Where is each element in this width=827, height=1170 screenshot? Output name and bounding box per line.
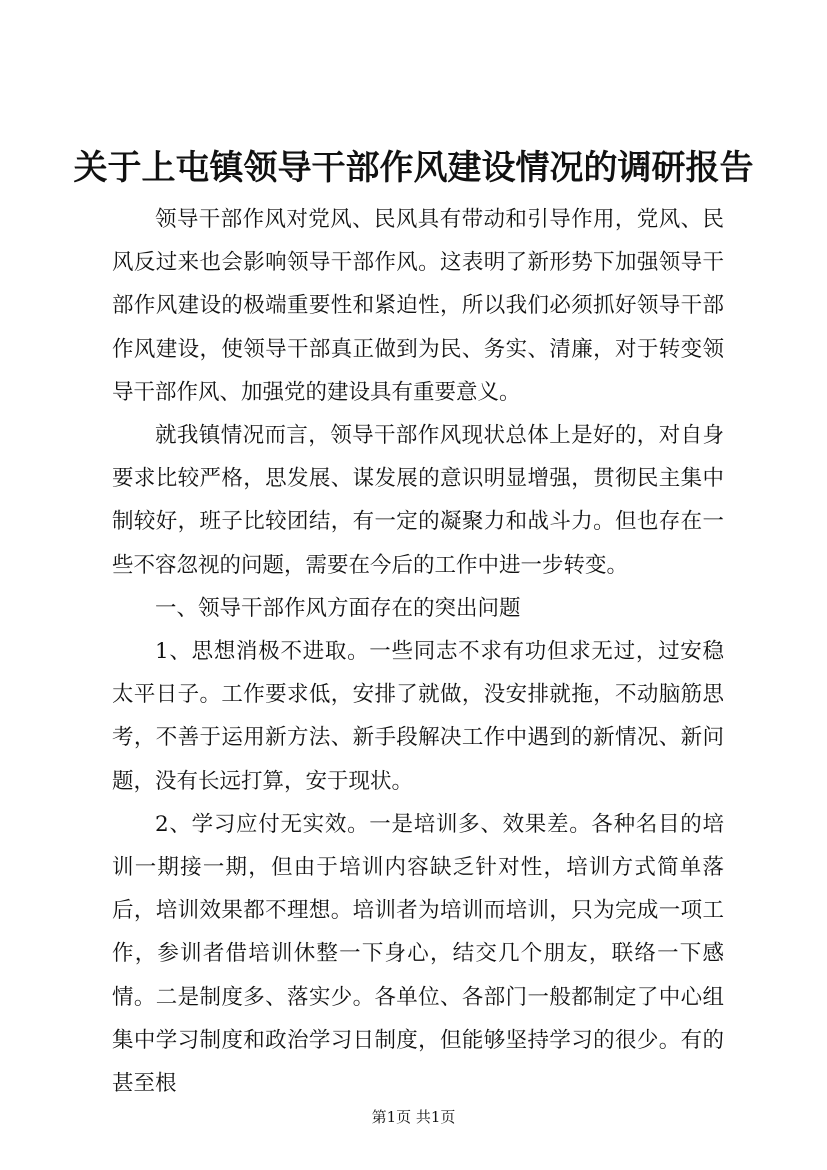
page-number-footer: 第1页 共1页	[371, 1108, 456, 1126]
document-title: 关于上屯镇领导干部作风建设情况的调研报告	[73, 148, 754, 188]
section-heading-problems: 一、领导干部作风方面存在的突出问题	[155, 595, 521, 621]
paragraph-problem-2: 2、学习应付无实效。一是培训多、效果差。各种名目的培训一期接一期，但由于培训内容缺乏针对性，培训方式简单落后，培训效果都不理想。培训者为培训而培训，只为完成一项工作，参训者借培训休整一下身心，结交几个朋友，联络一下感情。二是制度多、落实少。各单位、各部门一般都制定了中心组集中学习制度和政治学习日制度，但能够坚持学习的很少。有的甚至根	[112, 811, 724, 1097]
paragraph-intro: 领导干部作风对党风、民风具有带动和引导作用，党风、民风反过来也会影响领导干部作风。这表明了新形势下加强领导干部作风建设的极端重要性和紧迫性，所以我们必须抓好领导干部作风建设，使领导干部真正做到为民、务实、清廉，对于转变领导干部作风、加强党的建设具有重要意义。	[112, 207, 724, 405]
document-body	[112, 198, 724, 1105]
paragraph-situation: 就我镇情况而言，领导干部作风现状总体上是好的，对自身要求比较严格，思发展、谋发展的意识明显增强，贯彻民主集中制较好，班子比较团结，有一定的凝聚力和战斗力。但也存在一些不容忽视的问题，需要在今后的工作中进一步转变。	[112, 423, 724, 578]
paragraph-problem-1: 1、思想消极不进取。一些同志不求有功但求无过，过安稳太平日子。工作要求低，安排了就做，没安排就拖，不动脑筋思考，不善于运用新方法、新手段解决工作中遇到的新情况、新问题，没有长远打算，安于现状。	[112, 639, 724, 794]
